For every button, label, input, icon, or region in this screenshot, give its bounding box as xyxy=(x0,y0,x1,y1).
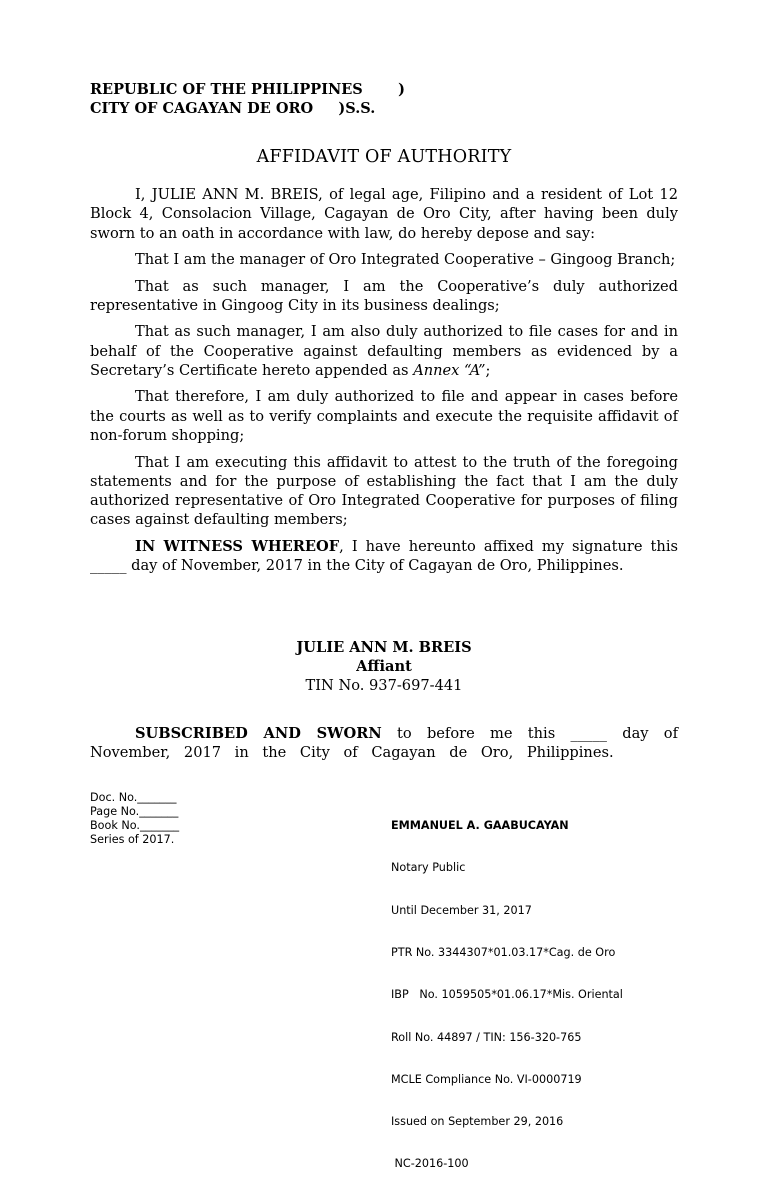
notary-ptr: PTR No. 3344307*01.03.17*Cag. de Oro xyxy=(391,946,616,960)
annex-reference: Annex “A” xyxy=(413,361,486,379)
series-year: Series of 2017. xyxy=(90,833,175,847)
notarial-register-block xyxy=(90,791,179,847)
notary-nc: NC-2016-100 xyxy=(391,1157,469,1171)
affiant-tin: TIN No. 937-697-441 xyxy=(305,677,463,694)
paragraph-witness xyxy=(90,537,678,576)
notary-commission: Until December 31, 2017 xyxy=(391,903,532,917)
paragraph-purpose: That I am executing this affidavit to attest to the truth of the foregoing statements and for the purpose of establishing the fact that I am the duly authorized representative of Oro Integrated Cooperative for purposes of filing cases against defaulting members; xyxy=(90,453,678,529)
witness-heading: IN WITNESS WHEREOF xyxy=(135,537,340,555)
notary-title: Notary Public xyxy=(391,861,466,875)
paragraph-file-appear: That therefore, I am duly authorized to file and appear in cases before the courts as well as to verify complaints and execute the requisite affidavit of non-forum shopping; xyxy=(90,388,678,445)
paragraph-authority xyxy=(90,322,678,380)
book-number: Book No._______ xyxy=(90,819,180,833)
venue-line-city: CITY OF CAGAYAN DE ORO )S.S. xyxy=(90,100,376,117)
affidavit-body xyxy=(90,185,678,583)
authority-text: That as such manager, I am also duly authorized to file cases for and in behalf of the Cooperative against defaulting members as evidenced by a Secretary’s Certificate hereto appended as xyxy=(90,323,678,379)
venue-line-republic: REPUBLIC OF THE PHILIPPINES ) xyxy=(90,81,405,98)
affiant-signature-block xyxy=(0,638,768,695)
paragraph-manager: That I am the manager of Oro Integrated Cooperative – Gingoog Branch; xyxy=(135,251,676,269)
authority-end: ; xyxy=(485,361,491,379)
affiant-name: JULIE ANN M. BREIS xyxy=(296,639,472,656)
doc-number: Doc. No._______ xyxy=(90,791,177,804)
page-number: Page No._______ xyxy=(90,805,179,819)
paragraph-affiant-intro: I, JULIE ANN M. BREIS, of legal age, Filipino and a resident of Lot 12 Block 4, Consolacion Village, Cagayan de Oro City, after having been duly sworn to an oath in accordance with law, do hereby depose and say: xyxy=(90,186,678,242)
notary-ibp: IBP No. 1059505*01.06.17*Mis. Oriental xyxy=(391,988,623,1002)
paragraph-representative: That as such manager, I am the Cooperative’s duly authorized representative in Gingoog City in its business dealings; xyxy=(90,277,678,314)
witness-text: , I have hereunto affixed my signature this _____ day of November, 2017 in the City of Cagayan de Oro, Philippines. xyxy=(90,537,678,575)
venue-block xyxy=(90,80,405,118)
notary-name: EMMANUEL A. GAABUCAYAN xyxy=(391,819,569,833)
document-title: AFFIDAVIT OF AUTHORITY xyxy=(256,147,512,167)
notary-mcle: MCLE Compliance No. VI-0000719 xyxy=(391,1072,582,1086)
notary-block xyxy=(391,791,623,1200)
jurat-heading: SUBSCRIBED AND SWORN xyxy=(135,725,382,742)
notary-roll: Roll No. 44897 / TIN: 156-320-765 xyxy=(391,1030,582,1044)
affiant-role: Affiant xyxy=(356,658,412,675)
jurat-text: to before me this _____ day of November, 2017 in the City of Cagayan de Oro, Philippines. xyxy=(90,725,678,762)
jurat-paragraph xyxy=(90,724,678,763)
notary-issued: Issued on September 29, 2016 xyxy=(391,1115,564,1129)
